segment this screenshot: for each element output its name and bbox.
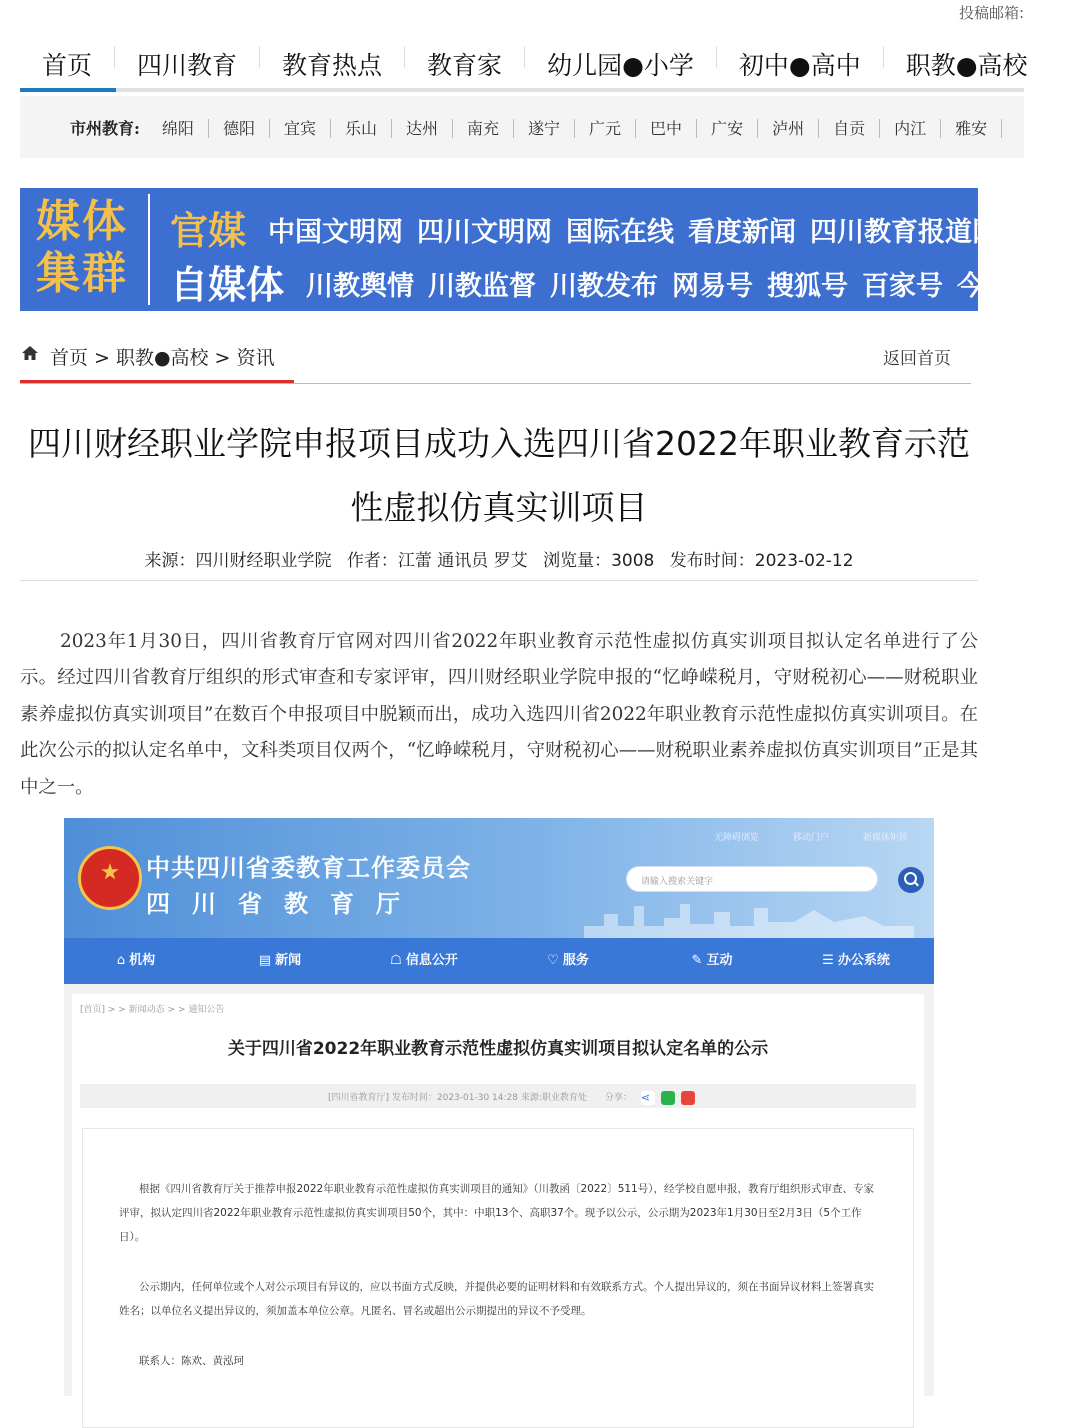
banner-media-item: 今日头条 (957, 271, 1066, 302)
banner-self-media-title: 自媒体 (170, 262, 285, 307)
city-link[interactable]: 绵阳 (148, 119, 209, 138)
screenshot-org-name-1: 中共四川省委教育工作委员会 (146, 854, 471, 882)
city-bar-label: 市州教育: (70, 119, 140, 138)
article-meta (20, 546, 978, 571)
breadcrumb-separator: > (94, 347, 110, 369)
banner-media-item: 四川文明网 (417, 217, 553, 248)
city-education-bar (20, 96, 1024, 158)
banner-logo (20, 188, 148, 311)
screenshot-org-name-2: 四川省教育厅 (146, 890, 422, 918)
embedded-screenshot (64, 818, 934, 1396)
nav-item-home[interactable]: 首页 (42, 51, 93, 80)
nav-item-hot-topics[interactable]: 教育热点 (282, 51, 383, 80)
screenshot-nav-item: ☖ 信息公开 (390, 953, 458, 968)
breadcrumb-accent-line (20, 380, 294, 383)
screenshot-nav-item: ☰ 办公系统 (822, 953, 890, 968)
breadcrumb-vocational-college[interactable]: 职教●高校 (115, 347, 209, 369)
city-link[interactable]: 广元 (575, 119, 636, 138)
screenshot-notice-para-1: 根据《四川省教育厅关于推荐申报2022年职业教育示范性虚拟仿真实训项目的通知》（川教函〔2022〕511号），经学校自愿申报，教育厅组织形式审查、专家评审，拟认定四川省2022年职业教育示范性虚拟仿真实训项目50个，其中：中职13个、高职37个。现予以公示，公示期为2023年1月30日至2月3日（5个工作日）。 (119, 1183, 874, 1243)
article-date: 发布时间：2023-02-12 (669, 551, 854, 571)
screenshot-nav (64, 938, 934, 984)
banner-logo-line2: 集群 (36, 248, 128, 299)
city-link[interactable]: 南充 (453, 119, 514, 138)
banner-media-item: 四川教育报道网 (810, 217, 1000, 248)
meta-divider (20, 580, 978, 581)
screenshot-header (64, 818, 934, 938)
nav-underline (20, 88, 1024, 92)
nav-item-educators[interactable]: 教育家 (427, 51, 503, 80)
city-link[interactable]: 宜宾 (270, 119, 331, 138)
screenshot-top-link: 移动门户 (792, 833, 829, 843)
city-link[interactable]: 德阳 (209, 119, 270, 138)
screenshot-notice-para-2: 公示期内，任何单位或个人对公示项目有异议的，应以书面方式反映，并提供必要的证明材料和有效联系方式。个人提出异议的，须在书面异议材料上签署真实姓名；以单位名义提出异议的，须加盖本单位公章。凡匿名、冒名或超出公示期提出的异议不予受理。 (119, 1281, 874, 1317)
breadcrumb-separator: > (214, 347, 231, 369)
article-views: 浏览量：3008 (543, 551, 655, 571)
banner-self-media-row (170, 254, 1079, 309)
media-cluster-banner[interactable] (20, 188, 1066, 311)
city-link[interactable]: 泸州 (758, 119, 819, 138)
screenshot-notice-meta: [四川省教育厅] 发布时间：2023-01-30 14:28 来源:职业教育处 分享： ⋖ (80, 1084, 916, 1108)
banner-media-item: 百家号 (862, 271, 944, 302)
screenshot-notice-title: 关于四川省2022年职业教育示范性虚拟仿真实训项目拟认定名单的公示 (227, 1039, 769, 1059)
article-title: 四川财经职业学院申报项目成功入选四川省2022年职业教育示范性虚拟仿真实训项目 (28, 424, 970, 527)
screenshot-top-link: 无障碍浏览 (713, 833, 759, 843)
national-emblem-icon (78, 846, 142, 910)
back-to-home-link[interactable]: 返回首页 (883, 349, 951, 369)
article-author: 作者：江蕾 通讯员 罗艾 (346, 551, 528, 571)
screenshot-search-box: 请输入搜索关键字 (626, 866, 878, 892)
banner-divider (148, 194, 150, 305)
banner-logo-line1: 媒体 (36, 196, 128, 247)
banner-official-media-row (170, 200, 1013, 255)
home-icon (22, 346, 38, 360)
banner-media-item: 川教发布 (550, 271, 659, 302)
banner-media-item: 网易号 (672, 271, 754, 302)
wechat-icon (661, 1091, 675, 1105)
banner-media-item: 国际在线 (566, 217, 675, 248)
city-link[interactable]: 遂宁 (514, 119, 575, 138)
nav-active-indicator (20, 88, 116, 92)
breadcrumb-home[interactable]: 首页 (50, 347, 89, 369)
city-link[interactable]: 自贡 (819, 119, 880, 138)
screenshot-notice-content (82, 1128, 914, 1428)
screenshot-top-links (680, 830, 908, 843)
city-link[interactable]: 达州 (392, 119, 453, 138)
submission-email-label: 投稿邮箱: (958, 4, 1024, 22)
banner-media-item: 川教舆情 (306, 271, 415, 302)
banner-media-item: 川教监督 (428, 271, 537, 302)
weibo-icon (681, 1091, 695, 1105)
city-skyline-icon (584, 896, 914, 938)
nav-item-vocational-college[interactable]: 职教●高校 (905, 51, 1028, 80)
article-source: 来源：四川财经职业学院 (144, 551, 332, 571)
screenshot-nav-item: ▤ 新闻 (258, 953, 302, 968)
article-body: 2023年1月30日，四川省教育厅官网对四川省2022年职业教育示范性虚拟仿真实训项目拟认定名单进行了公示。经过四川省教育厅组织的形式审查和专家评审，四川财经职业学院申报的“忆峥嵘税月，守财税初心——财税职业素养虚拟仿真实训项目”在数百个申报项目中脱颖而出，成功入选四川省2022年职业教育示范性虚拟仿真实训项目。在此次公示的拟认定名单中，文科类项目仅两个，“忆峥嵘税月，守财税初心——财税职业素养虚拟仿真实训项目”正是其中之一。 (20, 631, 978, 798)
city-link[interactable]: 乐山 (331, 119, 392, 138)
banner-official-media-title: 官媒 (170, 208, 247, 253)
main-nav (20, 42, 1028, 92)
screenshot-nav-item: ✎ 互动 (691, 953, 733, 968)
screenshot-nav-item: ♡ 服务 (547, 953, 589, 968)
share-icon: ⋖ (641, 1091, 655, 1105)
banner-media-item: 搜狐号 (767, 271, 849, 302)
city-link[interactable]: 巴中 (636, 119, 697, 138)
screenshot-notice-contact: 联系人：陈欢、黄泓珂 (139, 1355, 244, 1367)
nav-item-sichuan-education[interactable]: 四川教育 (137, 51, 238, 80)
breadcrumb-news[interactable]: 资讯 (236, 347, 275, 369)
city-link[interactable]: 雅安 (941, 119, 1002, 138)
banner-media-item: 看度新闻 (688, 217, 797, 248)
screenshot-top-link: 新媒体矩阵 (862, 833, 908, 843)
banner-media-item: 中国文明网 (268, 217, 404, 248)
screenshot-breadcrumb: [首页] > > 新闻动态 > > 通知公告 (80, 1005, 225, 1015)
search-icon (898, 867, 924, 893)
breadcrumb (20, 332, 971, 384)
screenshot-nav-item: ⌂ 机构 (116, 953, 156, 968)
screenshot-notice-page (72, 994, 924, 1414)
nav-item-kindergarten-primary[interactable]: 幼儿园●小学 (547, 51, 694, 80)
city-link[interactable]: 内江 (880, 119, 941, 138)
city-link[interactable]: 广安 (697, 119, 758, 138)
nav-item-middle-high[interactable]: 初中●高中 (738, 51, 861, 80)
